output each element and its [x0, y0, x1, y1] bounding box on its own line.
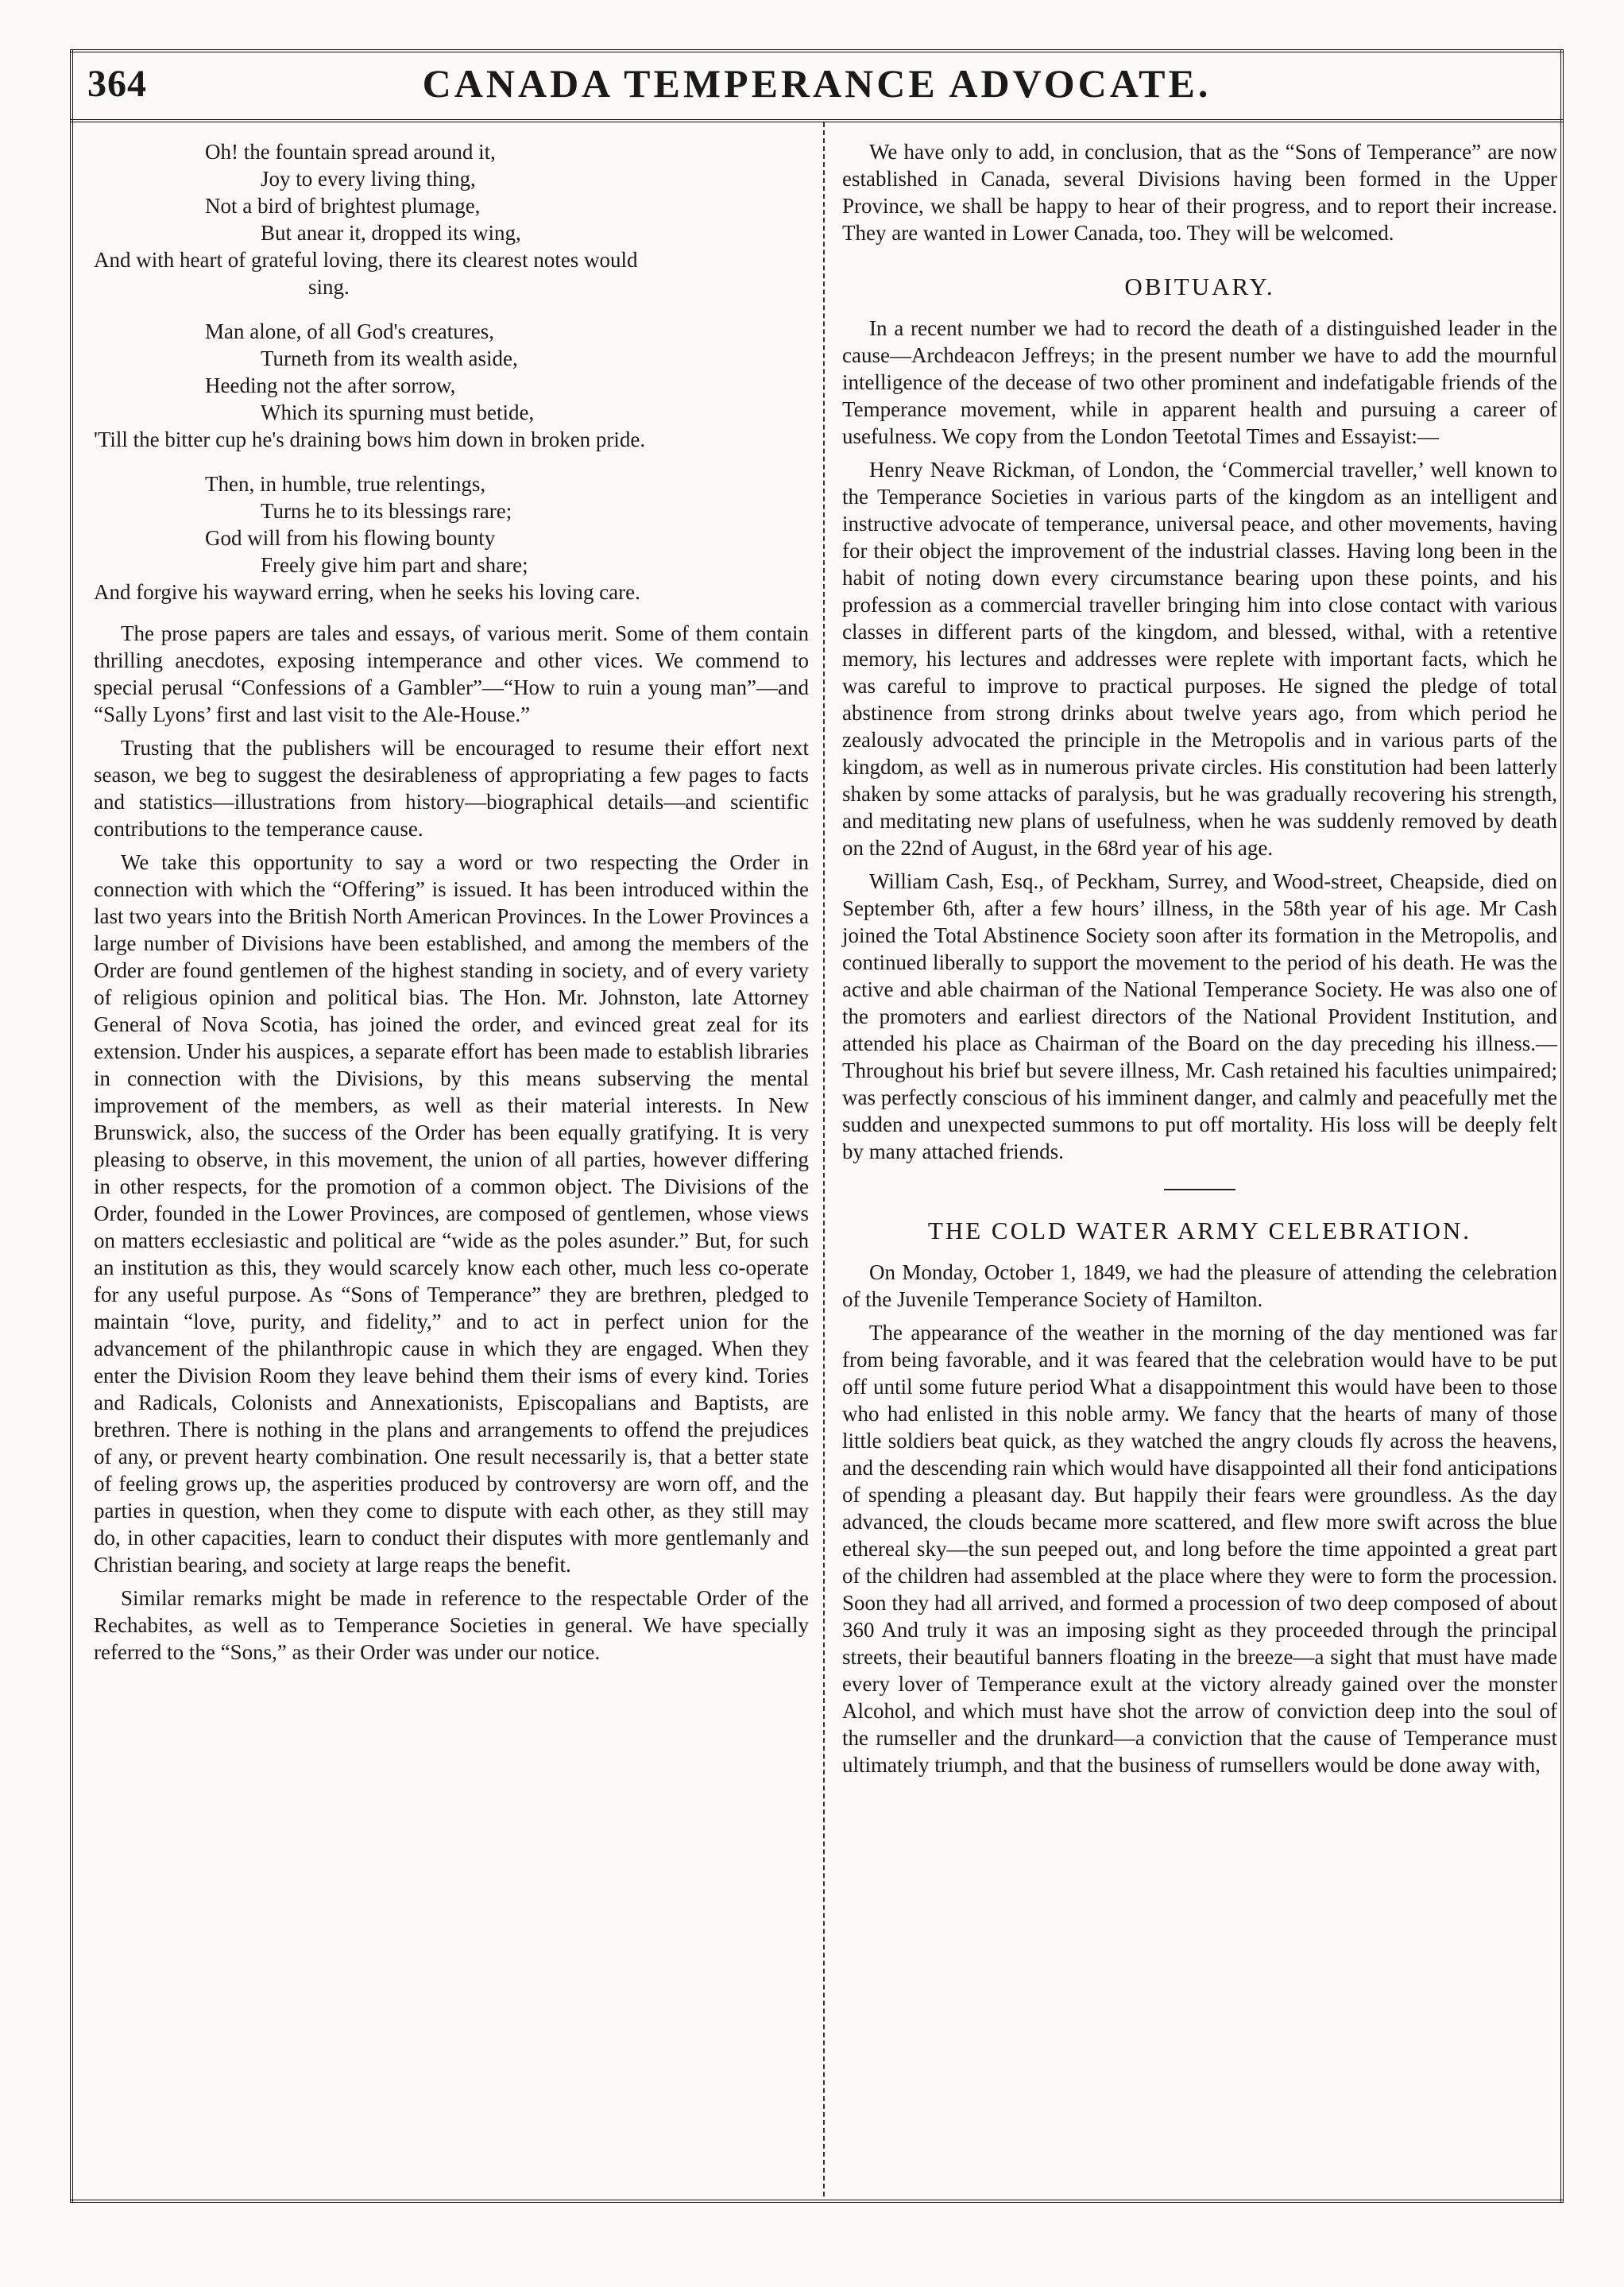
celebration-heading: THE COLD WATER ARMY CELEBRATION.: [927, 1217, 1472, 1244]
right-column: [842, 138, 1557, 1785]
paragraph: Similar remarks might be made in reference to the respectable Order of the Rechabites, as well as to Temperance Societies in general. We have specially referred to the “Sons,” as their Order was under our notice.: [94, 1586, 809, 1664]
poem-line: sing.: [308, 275, 350, 299]
page-number: 364: [87, 63, 147, 105]
celebration-paragraphs: [842, 1259, 1557, 1778]
poem-line: Joy to every living thing,: [261, 167, 476, 191]
poem: [94, 138, 809, 606]
top-border-rule: [70, 49, 1564, 52]
poem-line: But anear it, dropped its wing,: [261, 221, 521, 245]
left-column-paragraphs: [94, 620, 809, 1666]
paragraph: The appearance of the weather in the morning of the day mentioned was far from being favorable, and it was feared that the celebration would have to be put off until some future period What a disappointment this would have been to those who had enlisted in this noble army. We fancy that the hearts of many of those little soldiers beat quick, as they watched the angry clouds fly across the heavens, and the descending rain which would have disappointed all their fond anticipations of spending a pleasant day. But happily their fears were groundless. As the day advanced, the clouds became more scattered, and flew more swift across the blue ethereal sky—the sun peeped out, and long before the time appointed a great part of the children had assembled at the place where they were to form the procession. Soon they had all arrived, and formed a procession of two deep composed of about 360 And truly it was an imposing sight as they proceeded through the principal streets, their beautiful banners floating in the breeze—a sight that must have made every lover of Temperance exult at the victory already gained over the monster Alcohol, and which must have shot the arrow of conviction deep into the soul of the rumseller and the drunkard—a conviction that the cause of Temperance must ultimately triumph, and that the business of rumsellers would be done away with,: [842, 1321, 1557, 1777]
poem-line: Man alone, of all God's creatures,: [205, 319, 494, 343]
right-border-rule: [1560, 49, 1564, 2203]
paragraph: Henry Neave Rickman, of London, the ‘Commercial traveller,’ well known to the Temperance Societies in various parts of the kingdom as an intelligent and instructive advocate of temperance, universal peace, and other movements, having for their object the improvement of the industrial classes. Having long been in the habit of noting down every circumstance bearing upon these points, and his profession as a commercial traveller bringing him into close contact with various classes in different parts of the kingdom, and blessed, withal, with a retentive memory, his lectures and addresses were replete with important facts, which he was careful to improve to practical purposes. He signed the pledge of total abstinence from strong drinks about twelve years ago, from which period he zealously advocated the principle in the Metropolis and in various parts of the kingdom, as well as in numerous private circles. His constitution had been latterly shaken by some attacks of paralysis, but he was gradually recovering his strength, and meditating new plans of usefulness, when he was suddenly removed by death on the 22nd of August, in the 68rd year of his age.: [842, 458, 1557, 860]
poem-line: Which its spurning must betide,: [261, 401, 535, 424]
bottom-border-rule: [70, 2200, 1564, 2203]
paragraph: Trusting that the publishers will be encouraged to resume their effort next season, we beg to suggest the desirableness of appropriating a few pages to facts and statistics—illustrations from history—biographical details—and scientific contributions to the temperance cause.: [94, 736, 809, 841]
obituary-heading: OBITUARY.: [1124, 273, 1275, 300]
poem-line: And with heart of grateful loving, there its clearest notes would: [94, 248, 638, 272]
poem-line: Turneth from its wealth aside,: [261, 346, 518, 370]
poem-line: And forgive his wayward erring, when he seeks his loving care.: [94, 580, 640, 604]
poem-line: God will from his flowing bounty: [205, 526, 496, 550]
header-rule: [70, 119, 1564, 122]
column-divider: [823, 122, 825, 2196]
newspaper-page: [70, 49, 1564, 2203]
paragraph: The prose papers are tales and essays, of various merit. Some of them contain thrilling anecdotes, exposing intemperance and other vices. We commend to special perusal “Confessions of a Gambler”—“How to ruin a young man”—and “Sally Lyons’ first and last visit to the Ale-House.”: [94, 621, 809, 726]
poem-line: Turns he to its blessings rare;: [261, 499, 512, 523]
poem-line: 'Till the bitter cup he's draining bows him down in broken pride.: [94, 428, 646, 451]
paragraph: In a recent number we had to record the death of a distinguished leader in the cause—Archdeacon Jeffreys; in the present number we have to add the mournful intelligence of the decease of two other prominent and indefatigable friends of the Temperance movement, while in apparent health and pursuing a career of usefulness. We copy from the London Teetotal Times and Essayist:—: [842, 316, 1557, 448]
section-divider: [1164, 1189, 1235, 1190]
masthead-title: CANADA TEMPERANCE ADVOCATE.: [422, 61, 1212, 106]
obituary-paragraphs: [842, 315, 1557, 1165]
paragraph: On Monday, October 1, 1849, we had the pleasure of attending the celebration of the Juvenile Temperance Society of Hamilton.: [842, 1260, 1557, 1311]
sons-of-temperance-conclusion: We have only to add, in conclusion, that as the “Sons of Temperance” are now established in Canada, several Divisions having been formed in the Upper Province, we shall be happy to hear of their progress, and to report their increase. They are wanted in Lower Canada, too. They will be welcomed.: [842, 140, 1557, 245]
poem-line: [94, 300, 809, 318]
poem-line: Oh! the fountain spread around it,: [205, 140, 496, 164]
poem-line: [94, 453, 809, 470]
left-border-rule: [70, 49, 73, 2203]
poem-line: Not a bird of brightest plumage,: [205, 194, 481, 218]
paragraph: William Cash, Esq., of Peckham, Surrey, and Wood-street, Cheapside, died on September 6th, after a few hours’ illness, in the 58th year of his age. Mr Cash joined the Total Abstinence Society soon after its formation in the Metropolis, and continued liberally to support the movement to the period of his death. He was the active and able chairman of the National Temperance Society. He was also one of the promoters and earliest directors of the National Provident Institution, and attended his place as Chairman of the Board on the day preceding his illness.—Throughout his brief but severe illness, Mr. Cash retained his faculties unimpaired; was perfectly conscious of his imminent danger, and calmly and peacefully met the sudden and unexpected summons to put off mortality. His loss will be deeply felt by many attached friends.: [842, 869, 1557, 1163]
left-column: [94, 138, 809, 1672]
poem-line: Then, in humble, true relentings,: [205, 472, 486, 496]
poem-line: Heeding not the after sorrow,: [205, 373, 456, 397]
paragraph: We take this opportunity to say a word or two respecting the Order in connection with which the “Offering” is issued. It has been introduced within the last two years into the British North American Provinces. In the Lower Provinces a large number of Divisions have been established, and among the members of the Order are found gentlemen of the highest standing in society, and of every variety of religious opinion and political bias. The Hon. Mr. Johnston, late Attorney General of Nova Scotia, has joined the order, and evinced great zeal for its extension. Under his auspices, a separate effort has been made to establish libraries in connection with the Divisions, by this means subserving the mental improvement of the members, as well as their material interests. In New Brunswick, also, the success of the Order has been equally gratifying. It is very pleasing to observe, in this movement, the union of all parties, however differing in other respects, for the promotion of a common object. The Divisions of the Order, founded in the Lower Provinces, are composed of gentlemen, whose views on matters ecclesiastic and political are “wide as the poles asunder.” But, for such an institution as this, they would scarcely know each other, much less co-operate for any useful purpose. As “Sons of Temperance” they are brethren, pledged to maintain “love, purity, and fidelity,” and to act in perfect union for the advancement of the philanthropic cause in which they are engaged. When they enter the Division Room they leave behind them their isms of every kind. Tories and Radicals, Colonists and Annexationists, Episcopalians and Baptists, are brethren. There is nothing in the plans and arrangements to offend the prejudices of any, or prevent hearty combination. One result necessarily is, that a better state of feeling grows up, the asperities produced by controversy are worn off, and the parties in question, when they come to dispute with each other, as they still may do, in other capacities, learn to conduct their disputes with more gentlemanly and Christian bearing, and society at large reaps the benefit.: [94, 850, 809, 1577]
poem-line: Freely give him part and share;: [261, 553, 528, 577]
